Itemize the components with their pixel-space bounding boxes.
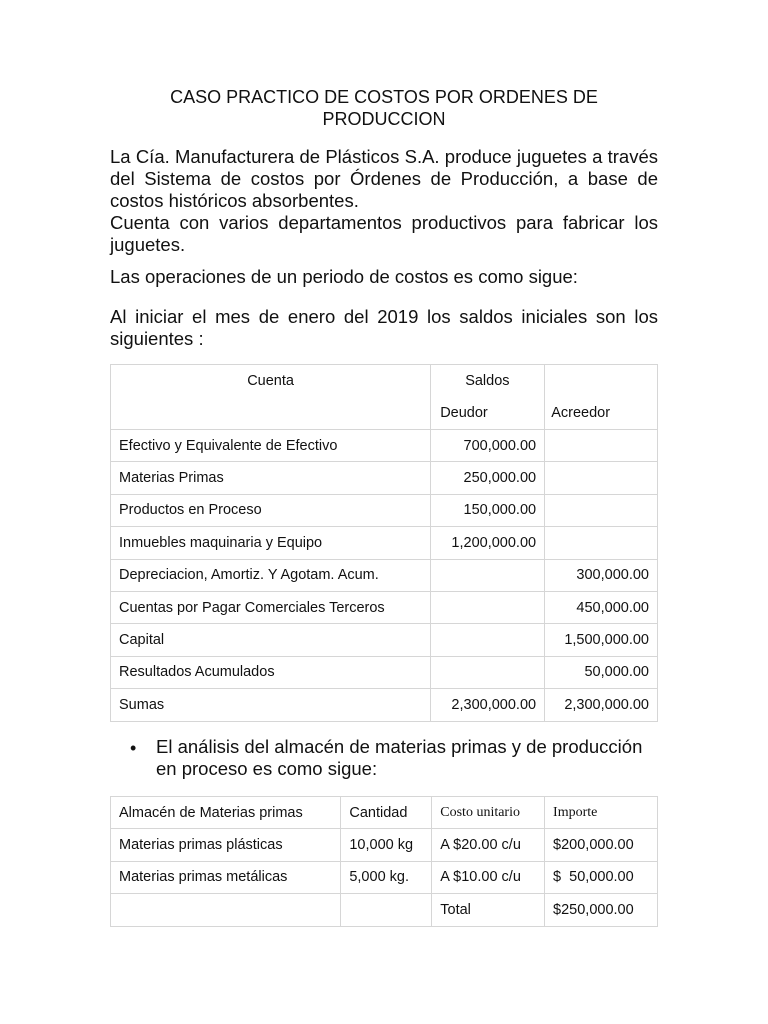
table-row [111,527,658,559]
header-quantity: Cantidad [341,797,432,829]
intro-sentence-1: La Cía. Manufacturera de Plásticos S.A. produce juguetes a través del Sistema de costos por Órdenes de Producción, a base de costos históricos absorbentes. [110,146,658,211]
row-account: Efectivo y Equivalente de Efectivo [111,430,431,462]
table-row [111,591,658,623]
row-account: Depreciacion, Amortiz. Y Agotam. Acum. [111,559,431,591]
header-unit-cost: Costo unitario [432,797,545,829]
row-unit-cost: A $10.00 c/u [432,861,545,893]
row-credit: 50,000.00 [545,656,658,688]
balance-table-header [111,365,658,430]
row-material [111,894,341,926]
initial-balances-paragraph: Al iniciar el mes de enero del 2019 los saldos iniciales son los siguientes : [110,306,658,349]
row-debit [431,624,545,656]
row-account: Productos en Proceso [111,494,431,526]
header-balances [431,365,658,430]
totals-row [111,689,658,721]
operations-paragraph: Las operaciones de un periodo de costos es como sigue: [110,266,578,287]
row-credit: 300,000.00 [545,559,658,591]
intro-sentence-2: Cuenta con varios departamentos productivos para fabricar los juguetes. [110,212,658,255]
row-debit: 250,000.00 [431,462,545,494]
header-debit: Deudor [440,405,488,421]
totals-row [111,894,658,926]
table-row [111,829,658,861]
row-credit [545,494,658,526]
row-unit-cost: A $20.00 c/u [432,829,545,861]
bullet-paragraph: El análisis del almacén de materias primas y de producción en proceso es como sigue: [156,736,643,779]
row-account: Resultados Acumulados [111,656,431,688]
table-row [111,462,658,494]
row-account: Sumas [111,689,431,721]
row-material: Materias primas plásticas [111,829,341,861]
header-amount: Importe [545,797,658,829]
header-saldos: Saldos [465,373,510,389]
row-debit: 2,300,000.00 [431,689,545,721]
table-row [111,656,658,688]
row-account: Cuentas por Pagar Comerciales Terceros [111,591,431,623]
row-debit [431,559,545,591]
row-debit: 150,000.00 [431,494,545,526]
row-amount: $ 50,000.00 [545,861,658,893]
row-debit: 1,200,000.00 [431,527,545,559]
row-credit [545,430,658,462]
row-debit: 700,000.00 [431,430,545,462]
title-line-2: PRODUCCION [322,109,446,129]
header-account: Cuenta [111,365,431,430]
table-row [111,624,658,656]
row-quantity: 10,000 kg [341,829,432,861]
row-credit [545,462,658,494]
table-row [111,861,658,893]
row-credit: 2,300,000.00 [545,689,658,721]
balance-table [110,364,658,722]
row-quantity [341,894,432,926]
table-row [111,430,658,462]
row-account: Inmuebles maquinaria y Equipo [111,527,431,559]
row-amount: $200,000.00 [545,829,658,861]
row-debit [431,656,545,688]
row-material: Materias primas metálicas [111,861,341,893]
row-debit [431,591,545,623]
header-credit: Acreedor [551,405,611,421]
row-account: Capital [111,624,431,656]
row-quantity: 5,000 kg. [341,861,432,893]
row-amount: $250,000.00 [545,894,658,926]
row-total-label: Total [432,894,545,926]
table-row [111,559,658,591]
warehouse-table [110,796,658,927]
bullet-icon: • [130,738,137,758]
row-credit: 1,500,000.00 [545,624,658,656]
title-line-1: CASO PRACTICO DE COSTOS POR ORDENES DE [170,87,598,107]
header-warehouse: Almacén de Materias primas [111,797,341,829]
row-credit [545,527,658,559]
document-title [110,86,658,130]
row-credit: 450,000.00 [545,591,658,623]
table-row [111,494,658,526]
intro-paragraph [110,146,658,256]
warehouse-table-header [111,797,658,829]
row-account: Materias Primas [111,462,431,494]
